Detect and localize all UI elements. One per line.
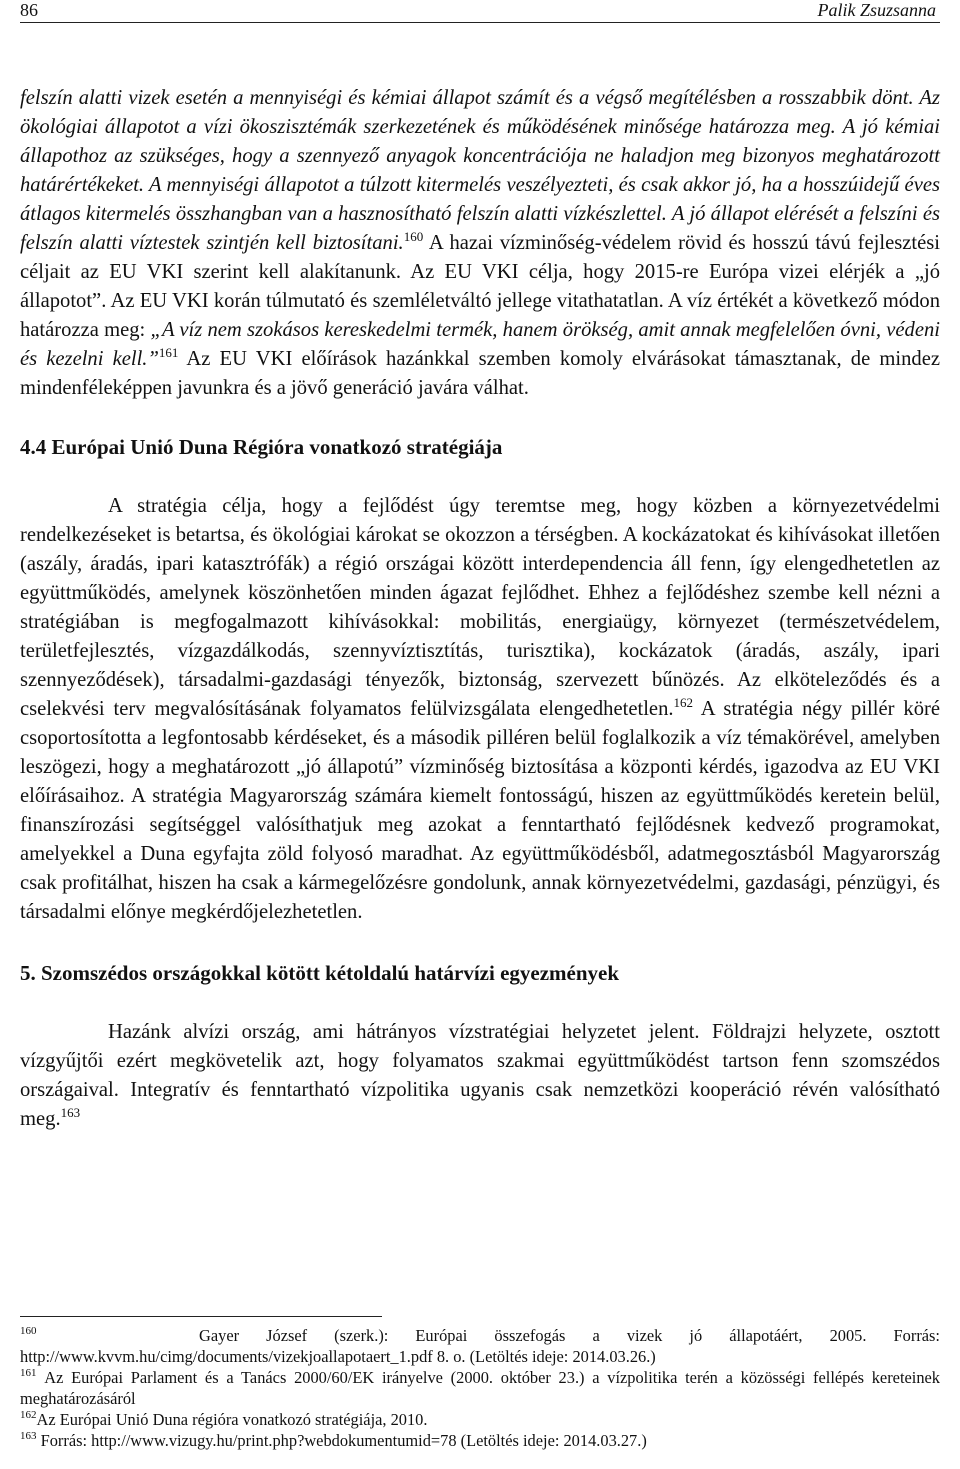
- main-text: [20, 84, 940, 1134]
- wfd-quote: „A víz nem szokásos kereskedelmi termék, hanem örökség, amit annak megfelelően óvni, védeni és kezelni kell.”: [20, 319, 940, 370]
- footnote-ref-163[interactable]: 163: [60, 1105, 81, 1120]
- footnote-number: 162: [20, 1409, 37, 1421]
- footnote-separator: [20, 1316, 382, 1317]
- footnote-text: Gayer József (szerk.): Európai összefogás a vizek jó állapotáért, 2005. Forrás: http://www.kvvm.hu/cimg/documents/vizekjoallapotaert_1.pdf 8. o. (Letöltés ideje: 2014.03.26.): [20, 1326, 940, 1366]
- paragraph-wfd: [20, 84, 940, 403]
- footnote: [20, 1409, 940, 1430]
- running-author: Palik Zsuzsanna: [817, 0, 936, 20]
- footnote-number: 160: [20, 1325, 37, 1337]
- footnote-ref-161[interactable]: 161: [158, 345, 179, 360]
- paragraph-text: A stratégia célja, hogy a fejlődést úgy teremtse meg, hogy közben a környezetvédelmi rendelkezéseket is betartsa, és ökológiai károkat se okozzon a térségben. A kockázatokat és kihívásokat illetően (aszály, áradás, ipari katasztrófák) a régió országai között interdependencia áll fenn, így elengedhetetlen az együttműködés, amelynek köszönhetően minden ágazat fejlődhet. Ehhez a fejlődéshez szembe kell nézni a stratégiában is megfogalmazott kihívásokkal: mobilitás, energiaügy, környezet (természetvédelem, területfejlesztés, vízgazdálkodás, szennyvíztisztítás, turisztika), kockázatok (áradás, aszály, ipari szennyeződések), társadalmi-gazdasági tényezők, biztonság, szervezett bűnözés. Az elköteleződés és a cselekvési terv megvalósításának folyamatos felülvizsgálata elengedhetetlen.: [20, 495, 940, 720]
- page-header: [20, 0, 940, 23]
- section-heading-bilateral-agreements: 5. Szomszédos országokkal kötött kétoldalú határvízi egyezmények: [20, 961, 620, 985]
- paragraph-text: A stratégia négy pillér köré csoportosította a legfontosabb kérdéseket, és a második pilléren belül foglalkozik a víz témakörével, amelyben leszögezi, hogy a meghatározott „jó állapotú” vízminőség biztosítása a központi kérdés, igazodva az EU VKI előírásaihoz. A stratégia Magyarország számára kiemelt fontosságú, hiszen az együttműködés keretein belül, finanszírozási segítséggel valósíthatjuk meg azokat a fenntartható fejlődésnek kedvező programokat, amelyekkel a Duna egyfajta zöld folyosó maradhat. Az együttműködésből, adatmegosztásból Magyarország csak profitálhat, hiszen ha csak a kármegelőzésre gondolunk, annak környezetvédelmi, gazdasági, pénzügyi, és társadalmi előnye megkérdőjelezhetetlen.: [20, 698, 940, 923]
- paragraph-text: A hazai vízminőség-védelem rövid és hosszú távú fejlesztési céljait az EU VKI szerint kell alakítanunk. Az EU VKI célja, hogy 2015-re Európa vizei elérjék a „jó állapotot”. Az EU VKI korán túlmutató és szemléletváltó jellege vitathatatlan. A víz értékét a következő módon határozza meg:: [20, 232, 941, 341]
- footnote-text: Az Európai Unió Duna régióra vonatkozó stratégiája, 2010.: [36, 1410, 428, 1429]
- paragraph-text: Az EU VKI előírások hazánkkal szemben komoly elvárásokat támasztanak, de mindez mindenféleképpen javunkra és a jövő generáció javára válhat.: [20, 348, 940, 399]
- footnote-ref-162[interactable]: 162: [673, 695, 694, 710]
- paragraph-danube-strategy: [20, 492, 940, 927]
- page-number: 86: [20, 0, 38, 20]
- italic-text: felszín alatti vizek esetén a mennyiségi és kémiai állapot számít és a végső megítélésben a rosszabbik dönt. Az ökológiai állapotot a vízi ökoszisztémák szerkezetének és működésének minősége határozza meg. A jó kémiai állapothoz az szükséges, hogy a szennyező anyagok koncentrációja ne haladjon meg bizonyos meghatározott határértékeket. A mennyiségi állapotot a túlzott kitermelés veszélyezteti, és csak akkor jó, ha a hosszúidejű éves átlagos kitermelés összhangban van a hasznosítható felszín alatti vízkészlettel. A jó állapot elérését a felszíni és felszín alatti víztestek szintjén kell biztosítani.: [20, 87, 940, 254]
- footnote-number: 161: [20, 1367, 37, 1379]
- footnote-number: 163: [20, 1430, 37, 1442]
- paragraph-text: Hazánk alvízi ország, ami hátrányos vízstratégiai helyzetet jelent. Földrajzi helyzete, osztott vízgyűjtői ezért megkövetelik azt, hogy folyamatos szakmai együttműködést tartson fenn szomszédos országaival. Integratív és fenntartható vízpolitika ugyanis csak nemzetközi kooperáció révén valósítható meg.: [20, 1021, 940, 1130]
- section-heading-danube-strategy: 4.4 Európai Unió Duna Régióra vonatkozó stratégiája: [20, 435, 503, 459]
- footnote-ref-160[interactable]: 160: [403, 229, 424, 244]
- paragraph-bilateral: [20, 1018, 940, 1134]
- footnote-text: Az Európai Parlament és a Tanács 2000/60/EK irányelve (2000. október 23.) a vízpolitika terén a közösségi fellépés kereteinek meghatározásáról: [20, 1368, 940, 1408]
- footnote: [20, 1430, 940, 1451]
- footnote: [20, 1367, 940, 1409]
- footnote-text: Forrás: http://www.vizugy.hu/print.php?webdokumentumid=78 (Letöltés ideje: 2014.03.27.): [40, 1431, 647, 1450]
- footnote: [20, 1325, 940, 1367]
- footnotes: [20, 1325, 940, 1451]
